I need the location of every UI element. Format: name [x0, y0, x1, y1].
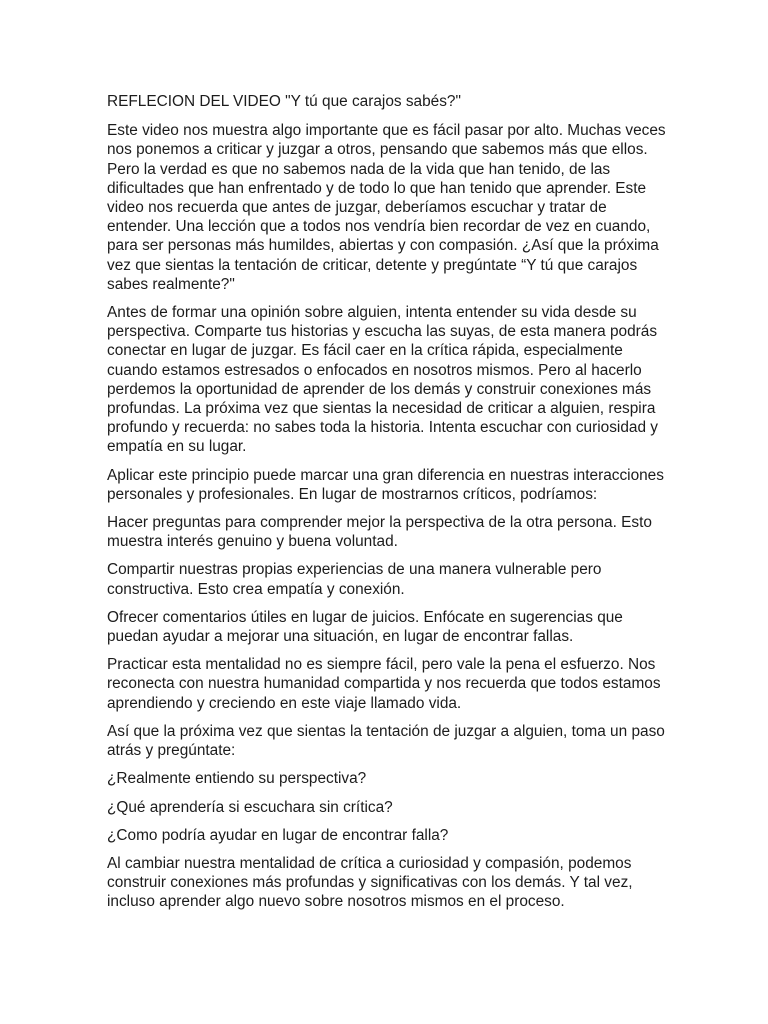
paragraph-perspective: Antes de formar una opinión sobre alguien, intenta entender su vida desde su perspectiva. Comparte tus historias y escucha las suyas, de esta manera podrás conectar en lugar de juzgar. Es fácil caer en la crítica rápida, especialmente cuando estamos estresados o enfocados en nosotros mismos. Pero al hacerlo perdemos la oportunidad de aprender de los demás y construir conexiones más profundas. La próxima vez que sientas la necesidad de criticar a alguien, respira profundo y recuerda: no sabes toda la historia. Intenta escuchar con curiosidad y empatía en su lugar.: [107, 304, 658, 456]
paragraph-share: Compartir nuestras propias experiencias de una manera vulnerable pero constructiva. Esto crea empatía y conexión.: [107, 561, 602, 598]
document-title: REFLECION DEL VIDEO "Y tú que carajos sabés?": [107, 93, 461, 110]
question-perspective: ¿Realmente entiendo su perspectiva?: [107, 770, 367, 788]
question-learn: ¿Qué aprendería si escuchara sin crítica?: [107, 798, 393, 816]
question-help: ¿Como podría ayudar en lugar de encontrar falla?: [107, 826, 449, 844]
paragraph-comments: Ofrecer comentarios útiles en lugar de juicios. Enfócate en sugerencias que puedan ayudar a mejorar una situación, en lugar de encontrar fallas.: [107, 608, 623, 646]
paragraph-conclusion: Al cambiar nuestra mentalidad de crítica a curiosidad y compasión, podemos construir conexiones más profundas y significativas con los demás. Y tal vez, incluso aprender algo nuevo sobre nosotros mismos en el proceso.: [107, 854, 633, 911]
paragraph-practice: Practicar esta mentalidad no es siempre fácil, pero vale la pena el esfuerzo. Nos reconecta con nuestra humanidad compartida y nos recuerda que todos estamos aprendiendo y creciendo en este viaje llamado vida.: [107, 656, 661, 712]
paragraph-intro: Este video nos muestra algo importante que es fácil pasar por alto. Muchas veces nos ponemos a criticar y juzgar a otros, pensando que sabemos más que ellos. Pero la verdad es que no sabemos nada de la vida que han tenido, de las dificultades que han enfrentado y de todo lo que han tenido que aprender. Este video nos recuerda que antes de juzgar, deberíamos escuchar y tratar de entender. Una lección que a todos nos vendría bien recordar de vez en cuando, para ser personas más humildes, abiertas y con compasión. ¿Así que la próxima vez que sientas la tentación de criticar, detente y pregúntate “Y tú que carajos sabes realmente?": [107, 122, 666, 293]
paragraph-questions: Hacer preguntas para comprender mejor la perspectiva de la otra persona. Esto muestra interés genuino y buena voluntad.: [107, 514, 652, 551]
paragraph-next-time: Así que la próxima vez que sientas la tentación de juzgar a alguien, toma un paso atrás y pregúntate:: [107, 722, 665, 760]
document-page: [107, 92, 667, 921]
paragraph-principle: Aplicar este principio puede marcar una gran diferencia en nuestras interacciones personales y profesionales. En lugar de mostrarnos críticos, podríamos:: [107, 466, 664, 503]
